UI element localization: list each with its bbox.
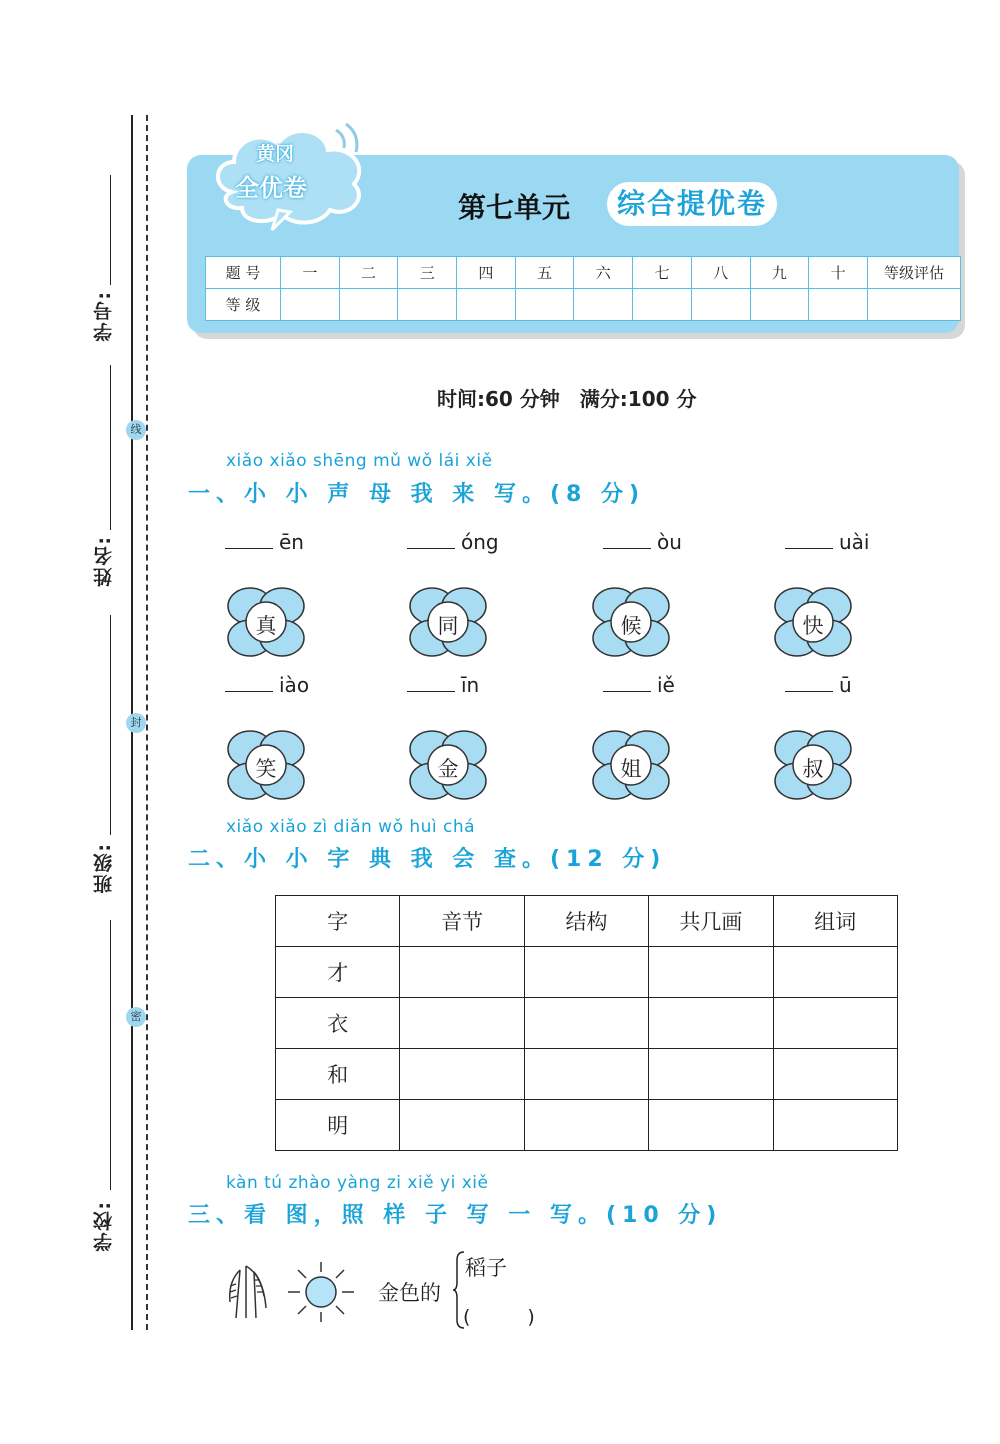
initial-blank[interactable] [785, 530, 870, 554]
seal-seal: 封 [126, 713, 146, 733]
initial-blank[interactable] [785, 673, 852, 697]
row-character: 才 [276, 947, 400, 998]
flower-card [771, 727, 855, 803]
score-header-cell: 六 [574, 257, 633, 289]
grade-label-cell: 等 级 [206, 289, 281, 321]
row-character: 明 [276, 1100, 400, 1151]
table-header-cell: 组词 [773, 896, 897, 947]
answer-cell[interactable] [649, 998, 773, 1049]
table-header-cell: 字 [276, 896, 400, 947]
table-row [276, 998, 898, 1049]
binding-dashed-line [146, 115, 148, 1330]
finals-text: óng [461, 530, 499, 554]
answer-cell[interactable] [400, 1049, 524, 1100]
class-rule-top [110, 615, 111, 835]
name-label: 姓名: [93, 535, 115, 587]
answer-blank[interactable]: ( ) [463, 1306, 535, 1328]
flower-character: 候 [620, 614, 642, 638]
dictionary-table [275, 895, 898, 1151]
flower-card [406, 584, 490, 660]
grade-cell[interactable] [281, 289, 340, 321]
school-label: 学校: [93, 1200, 115, 1252]
flower-character: 笑 [255, 757, 277, 781]
score-header-cell: 五 [515, 257, 574, 289]
initial-blank[interactable] [407, 530, 499, 554]
section3-pinyin: kàn tú zhào yàng zi xiě yi xiě [226, 1173, 489, 1193]
initial-blank[interactable] [225, 673, 309, 697]
answer-cell[interactable] [524, 1049, 648, 1100]
flower-card [771, 584, 855, 660]
flower-character: 快 [802, 614, 824, 638]
rice-plant-icon [224, 1262, 270, 1318]
answer-cell[interactable] [649, 1049, 773, 1100]
finals-text: ēn [279, 530, 304, 554]
exam-info: 时间:60 分钟 满分:100 分 [437, 387, 697, 411]
section1-pinyin: xiǎo xiǎo shēng mǔ wǒ lái xiě [226, 451, 493, 471]
flower-card [224, 727, 308, 803]
flower-character: 金 [437, 757, 459, 781]
answer-cell[interactable] [649, 947, 773, 998]
section2-title: 二、小 小 字 典 我 会 查。(12 分) [188, 847, 667, 872]
row-character: 和 [276, 1049, 400, 1100]
initial-blank[interactable] [225, 530, 304, 554]
finals-text: uài [839, 530, 870, 554]
score-header-cell: 一 [281, 257, 340, 289]
grade-cell[interactable] [750, 289, 809, 321]
seal-line: 线 [126, 420, 146, 440]
flower-card [224, 584, 308, 660]
section1-title: 一、小 小 声 母 我 来 写。(8 分) [188, 482, 646, 507]
grade-cell[interactable] [633, 289, 692, 321]
table-header-cell: 音节 [400, 896, 524, 947]
answer-cell[interactable] [524, 1100, 648, 1151]
grade-cell[interactable] [809, 289, 868, 321]
logo-text-top: 黄冈 [256, 143, 295, 165]
finals-text: iào [279, 673, 310, 697]
seal-secret: 密 [126, 1007, 146, 1027]
score-header-row [206, 257, 961, 289]
finals-text: īn [461, 673, 480, 697]
score-header-cell: 题 号 [206, 257, 281, 289]
score-header-cell: 十 [809, 257, 868, 289]
table-row [276, 1049, 898, 1100]
grade-cell[interactable] [515, 289, 574, 321]
school-rule-top [110, 920, 111, 1190]
answer-cell[interactable] [400, 1100, 524, 1151]
flower-card [589, 584, 673, 660]
grade-cell[interactable] [691, 289, 750, 321]
finals-text: ū [839, 673, 852, 697]
score-grade-row [206, 289, 961, 321]
answer-cell[interactable] [400, 998, 524, 1049]
flower-character: 姐 [620, 757, 642, 781]
section3-title: 三、看 图，照 样 子 写 一 写。(10 分) [188, 1203, 723, 1228]
answer-cell[interactable] [773, 998, 897, 1049]
score-header-cell: 三 [398, 257, 457, 289]
table-row [276, 1100, 898, 1151]
class-label: 班级: [93, 842, 115, 894]
logo-text-bottom: 全优卷 [235, 174, 307, 202]
flower-character: 同 [437, 614, 459, 638]
grade-cell[interactable] [339, 289, 398, 321]
score-header-cell: 七 [633, 257, 692, 289]
score-header-cell: 九 [750, 257, 809, 289]
grade-cell[interactable] [574, 289, 633, 321]
page-title: 第七单元 [458, 191, 571, 224]
score-header-cell: 八 [691, 257, 750, 289]
flower-card [589, 727, 673, 803]
student-id-label: 学号: [93, 290, 115, 342]
score-header-cell: 二 [339, 257, 398, 289]
answer-cell[interactable] [773, 1049, 897, 1100]
sun-icon [286, 1260, 356, 1324]
table-header-row [276, 896, 898, 947]
table-header-cell: 共几画 [649, 896, 773, 947]
grade-cell[interactable] [868, 289, 961, 321]
row-character: 衣 [276, 998, 400, 1049]
table-header-cell: 结构 [524, 896, 648, 947]
example-prefix: 金色的 [378, 1281, 441, 1305]
answer-cell[interactable] [773, 1100, 897, 1151]
page-subtitle: 综合提优卷 [607, 182, 777, 226]
example-word: 稻子 [465, 1256, 507, 1280]
answer-cell[interactable] [649, 1100, 773, 1151]
section2-pinyin: xiǎo xiǎo zì diǎn wǒ huì chá [226, 817, 476, 837]
name-rule-top [110, 365, 111, 530]
flower-character: 叔 [802, 757, 824, 781]
flower-card [406, 727, 490, 803]
answer-cell[interactable] [400, 947, 524, 998]
score-header-cell: 等级评估 [868, 257, 961, 289]
table-row [276, 947, 898, 998]
grade-cell[interactable] [457, 289, 516, 321]
answer-cell[interactable] [773, 947, 897, 998]
initial-blank[interactable] [407, 673, 479, 697]
grade-cell[interactable] [398, 289, 457, 321]
initial-blank[interactable] [603, 673, 675, 697]
answer-cell[interactable] [524, 947, 648, 998]
score-header-cell: 四 [457, 257, 516, 289]
initial-blank[interactable] [603, 530, 682, 554]
finals-text: òu [657, 530, 682, 554]
answer-cell[interactable] [524, 998, 648, 1049]
finals-text: iě [657, 673, 675, 697]
flower-character: 真 [255, 614, 277, 638]
score-table [205, 256, 961, 321]
student-id-rule [110, 175, 111, 285]
